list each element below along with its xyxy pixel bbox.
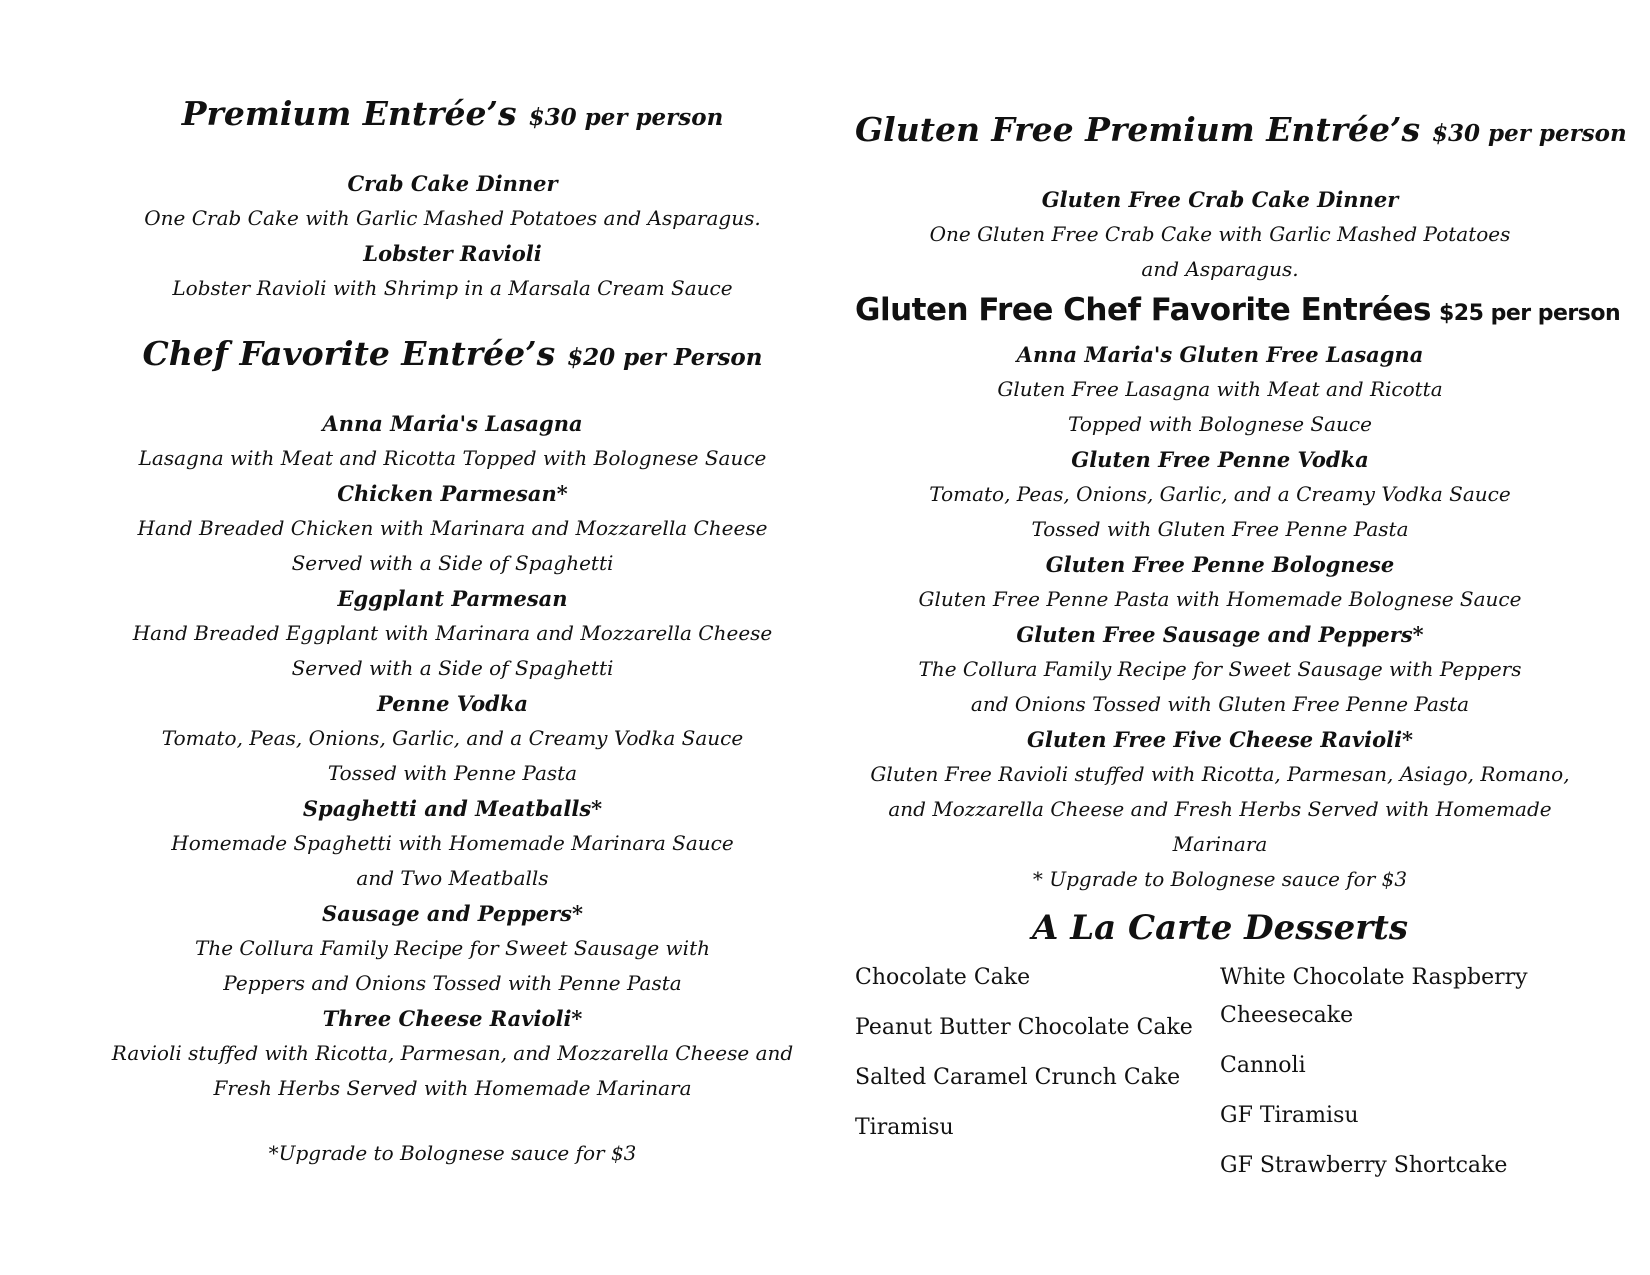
gf-chef-favorite-title: Gluten Free Chef Favorite Entrées [855, 292, 1431, 328]
gf-chef-favorite-price: $25 per person [1438, 301, 1621, 326]
item-name: Penne Vodka [376, 691, 528, 716]
item-description: Hand Breaded Chicken with Marinara and Mozzarella Cheese [137, 516, 768, 540]
upgrade-note: *Upgrade to Bolognese sauce for $3 [268, 1141, 637, 1165]
item-description: Served with a Side of Spaghetti [291, 656, 614, 680]
dessert-item: Tiramisu [855, 1115, 954, 1140]
menu-item-gf-crab-cake-dinner [855, 182, 1585, 287]
chef-favorite-heading [90, 328, 815, 384]
item-description: Gluten Free Lasagna with Meat and Ricotta [997, 377, 1443, 401]
menu-item-crab-cake-dinner [90, 166, 815, 236]
menu-item-sausage-peppers [90, 896, 815, 1001]
chef-favorite-price: $20 per Person [567, 344, 763, 371]
item-description: and Mozzarella Cheese and Fresh Herbs Served with Homemade [888, 797, 1552, 821]
premium-entrees-title: Premium Entrée’s [181, 94, 517, 133]
desserts-column-right [1220, 959, 1585, 1197]
menu-item-gf-penne-bolognese [855, 547, 1585, 617]
menu-item-chicken-parmesan [90, 476, 815, 581]
gf-premium-title: Gluten Free Premium Entrée’s [855, 110, 1421, 149]
item-description: One Crab Cake with Garlic Mashed Potatoes and Asparagus. [144, 206, 761, 230]
desserts-column-left [855, 959, 1220, 1197]
menu-item-lasagna [90, 406, 815, 476]
item-description: and Asparagus. [1141, 257, 1299, 281]
gf-premium-price: $30 per person [1432, 120, 1627, 147]
item-description: Lobster Ravioli with Shrimp in a Marsala Cream Sauce [172, 276, 733, 300]
item-description: Tomato, Peas, Onions, Garlic, and a Creamy Vodka Sauce [161, 726, 744, 750]
desserts-heading: A La Carte Desserts [1032, 908, 1408, 948]
item-description: Homemade Spaghetti with Homemade Marinara Sauce [171, 831, 734, 855]
item-name: Sausage and Peppers* [322, 901, 583, 926]
item-name: Gluten Free Sausage and Peppers* [1016, 622, 1424, 647]
menu-item-lobster-ravioli [90, 236, 815, 306]
item-name: Chicken Parmesan* [337, 481, 568, 506]
menu-item-gf-five-cheese-ravioli [855, 722, 1585, 862]
right-column [855, 104, 1627, 1197]
chef-favorite-title: Chef Favorite Entrée’s [142, 334, 556, 373]
item-name: Gluten Free Five Cheese Ravioli* [1026, 727, 1414, 752]
item-name: Eggplant Parmesan [337, 586, 568, 611]
item-name: Spaghetti and Meatballs* [302, 796, 603, 821]
item-name: Gluten Free Crab Cake Dinner [1041, 187, 1399, 212]
gf-premium-heading [855, 104, 1627, 160]
item-name: Three Cheese Ravioli* [322, 1006, 583, 1031]
dessert-item: GF Tiramisu [1220, 1103, 1359, 1128]
item-description: Topped with Bolognese Sauce [1068, 412, 1372, 436]
item-name: Anna Maria's Gluten Free Lasagna [1016, 342, 1424, 367]
item-description: Lasagna with Meat and Ricotta Topped with Bolognese Sauce [138, 446, 767, 470]
dessert-item: Chocolate Cake [855, 965, 1031, 990]
gf-chef-favorite-heading [855, 287, 1621, 337]
menu-item-three-cheese-ravioli [90, 1001, 815, 1106]
left-column [90, 88, 815, 1171]
gf-upgrade-note: * Upgrade to Bolognese sauce for $3 [1032, 867, 1408, 891]
item-description: and Two Meatballs [356, 866, 549, 890]
item-name: Gluten Free Penne Vodka [1071, 447, 1369, 472]
item-name: Crab Cake Dinner [347, 171, 558, 196]
item-description: Fresh Herbs Served with Homemade Marinara [213, 1076, 692, 1100]
menu-item-spaghetti-meatballs [90, 791, 815, 896]
item-description: Tossed with Gluten Free Penne Pasta [1031, 517, 1409, 541]
item-description: Gluten Free Penne Pasta with Homemade Bolognese Sauce [918, 587, 1522, 611]
item-description: Served with a Side of Spaghetti [291, 551, 614, 575]
item-description: Peppers and Onions Tossed with Penne Pasta [223, 971, 682, 995]
dessert-item: Cannoli [1220, 1053, 1306, 1078]
item-description: Marinara [1172, 832, 1268, 856]
desserts-list [855, 959, 1585, 1197]
item-description: Ravioli stuffed with Ricotta, Parmesan, and Mozzarella Cheese and [111, 1041, 794, 1065]
menu-item-gf-lasagna [855, 337, 1585, 442]
item-description: One Gluten Free Crab Cake with Garlic Mashed Potatoes [929, 222, 1511, 246]
item-description: Hand Breaded Eggplant with Marinara and Mozzarella Cheese [132, 621, 773, 645]
item-description: Tossed with Penne Pasta [327, 761, 578, 785]
item-name: Lobster Ravioli [363, 241, 542, 266]
menu-item-penne-vodka [90, 686, 815, 791]
item-description: Gluten Free Ravioli stuffed with Ricotta, Parmesan, Asiago, Romano, [870, 762, 1570, 786]
item-description: Tomato, Peas, Onions, Garlic, and a Creamy Vodka Sauce [929, 482, 1511, 506]
item-description: and Onions Tossed with Gluten Free Penne Pasta [970, 692, 1470, 716]
item-name: Anna Maria's Lasagna [322, 411, 583, 436]
menu-item-gf-penne-vodka [855, 442, 1585, 547]
item-description: The Collura Family Recipe for Sweet Sausage with Peppers [918, 657, 1522, 681]
item-name: Gluten Free Penne Bolognese [1045, 552, 1395, 577]
premium-entrees-heading [90, 88, 815, 144]
dessert-item: Salted Caramel Crunch Cake [855, 1065, 1181, 1090]
premium-entrees-price: $30 per person [528, 104, 724, 131]
item-description: The Collura Family Recipe for Sweet Sausage with [195, 936, 710, 960]
dessert-item: Peanut Butter Chocolate Cake [855, 1015, 1193, 1040]
menu-item-eggplant-parmesan [90, 581, 815, 686]
dessert-item: GF Strawberry Shortcake [1220, 1153, 1508, 1178]
menu-item-gf-sausage-peppers [855, 617, 1585, 722]
dessert-item: White Chocolate Raspberry Cheesecake [1220, 965, 1528, 1028]
